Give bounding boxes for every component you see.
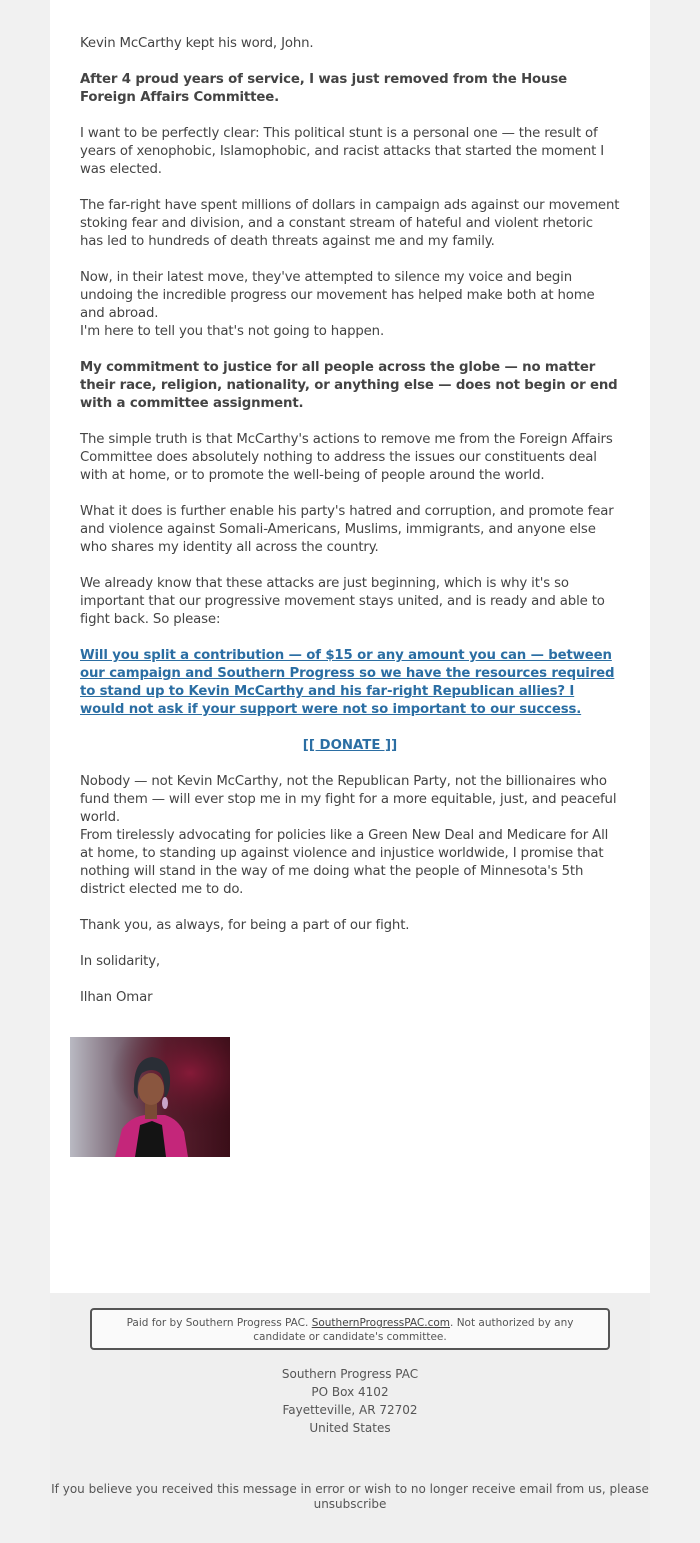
greeting: Kevin McCarthy kept his word, John. [80,36,314,51]
paragraph-simple-truth: The simple truth is that McCarthy's actions to remove me from the Foreign Affairs Committee does absolutely nothing to address the issues our constituents deal with at home, or to promote the well-being of people around the world. [80,432,613,483]
candidate-photo [70,1037,230,1157]
contribution-paragraph [80,647,620,719]
paragraph-removed: After 4 proud years of service, I was just removed from the House Foreign Affairs Committee. [80,72,567,105]
sign-off: In solidarity, [80,954,160,969]
paid-for-prefix: Paid for by Southern Progress PAC. [126,1317,309,1329]
paid-for-suffix: . Not authorized by any candidate or candidate's committee. [253,1317,574,1343]
address-city-state: Fayetteville, AR 72702 [282,1403,418,1417]
paid-for-disclaimer [90,1308,610,1350]
donate-row [80,737,620,755]
paragraph-nobody: Nobody — not Kevin McCarthy, not the Republican Party, not the billionaires who fund them — will ever stop me in my fight for a more equitable, just, and peaceful world. [80,774,617,825]
signature-name: Ilhan Omar [80,990,153,1005]
unsubscribe-link[interactable]: If you believe you received this message in error or wish to no longer receive email from us, please unsubscribe [51,1482,649,1511]
southern-progress-website-link[interactable]: SouthernProgressPAC.com [311,1317,451,1329]
split-contribution-link[interactable]: Will you split a contribution — of $15 or any amount you can — between our campaign and Southern Progress so we have the resources required to stand up to Kevin McCarthy and his far-right Republican allies? I would not ask if your support were not so important to our success. [80,648,615,717]
address-org: Southern Progress PAC [281,1367,419,1381]
email-body-card [50,0,650,1293]
paragraph-what-it-does: What it does is further enable his party's hatred and corruption, and promote fear and violence against Somali-Americans, Muslims, immigrants, and anyone else who shares my identity all across the country. [80,504,614,555]
paragraph-advocating: From tirelessly advocating for policies like a Green New Deal and Medicare for All at home, to standing up against violence and injustice worldwide, I promise that nothing will stand in the way of me doing what the people of Minnesota's 5th district elected me to do. [80,828,609,897]
paragraph-already-know: We already know that these attacks are just beginning, which is why it's so important that our progressive movement stays united, and is ready and able to fight back. So please: [80,576,605,627]
address-country: United States [309,1421,391,1435]
paragraph-not-going-to-happen: I'm here to tell you that's not going to happen. [80,324,385,339]
unsubscribe-notice [50,1482,650,1512]
paragraph-thank-you: Thank you, as always, for being a part of our fight. [80,918,410,933]
email-footer [50,1293,650,1543]
paragraph-latest-move: Now, in their latest move, they've attempted to silence my voice and begin undoing the incredible progress our movement has helped make both at home and abroad. [80,270,595,321]
mailing-address [50,1365,650,1437]
paragraph-perfectly-clear: I want to be perfectly clear: This political stunt is a personal one — the result of years of xenophobic, Islamophobic, and racist attacks that started the moment I was elected. [80,126,605,177]
donate-link[interactable]: [[ DONATE ]] [302,738,398,753]
address-po-box: PO Box 4102 [311,1385,389,1399]
paragraph-far-right: The far-right have spent millions of dollars in campaign ads against our movement stoking fear and division, and a constant stream of hateful and violent rhetoric has led to hundreds of death threats against me and my family. [80,198,620,249]
paragraph-commitment: My commitment to justice for all people across the globe — no matter their race, religion, nationality, or anything else — does not begin or end with a committee assignment. [80,360,618,411]
